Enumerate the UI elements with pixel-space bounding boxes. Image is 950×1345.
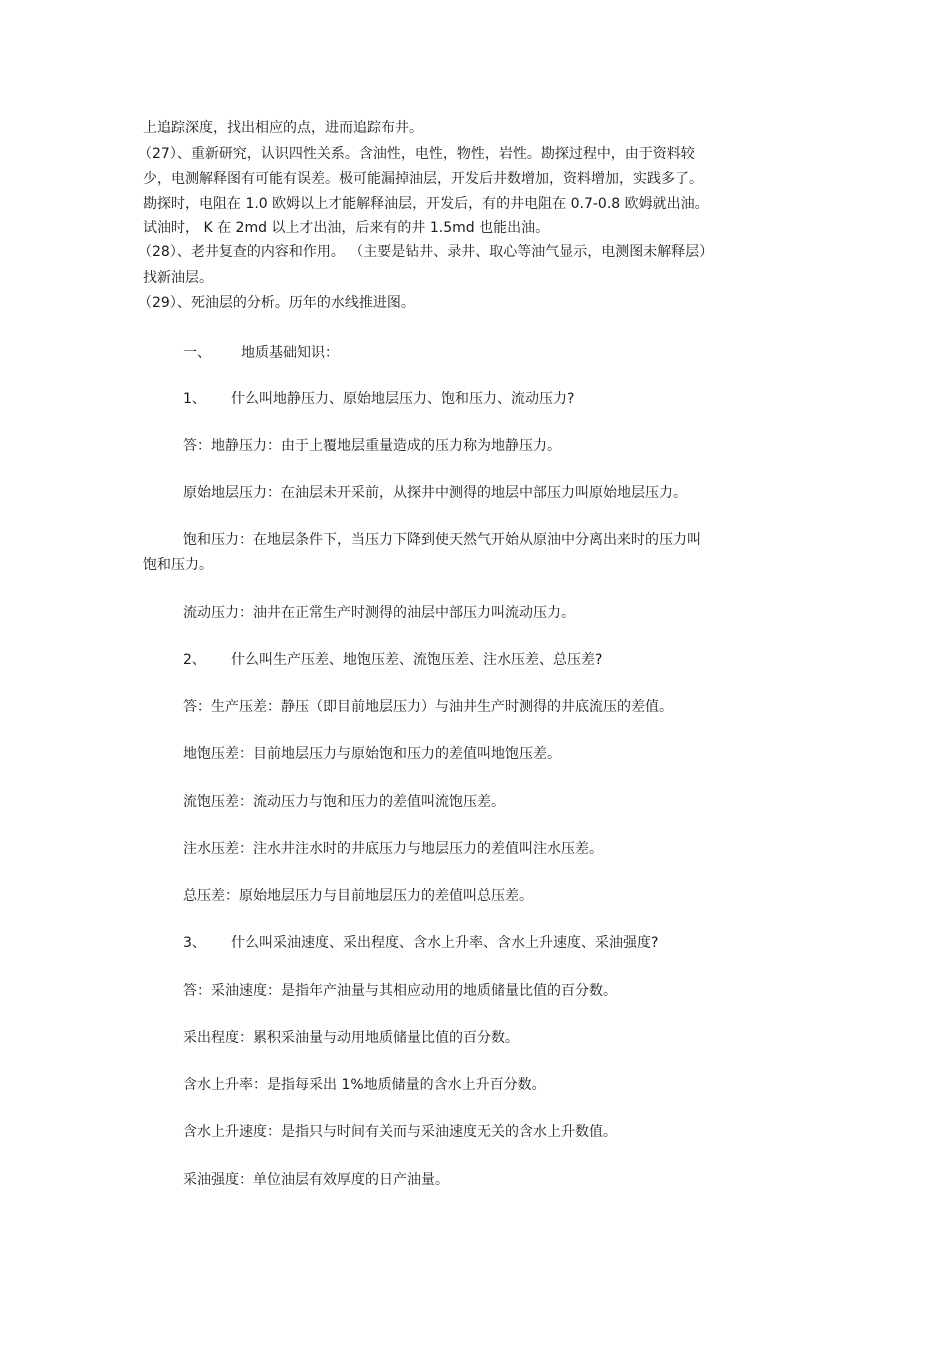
answer-line: 地饱压差：目前地层压力与原始饱和压力的差值叫地饱压差。 [183,746,561,762]
section-heading [183,344,339,362]
question-number: 3、 [183,935,206,951]
answer-line: 采出程度：累积采油量与动用地质储量比值的百分数。 [183,1030,519,1046]
question-heading [183,390,575,408]
answer-line: 含水上升率：是指每采出 1%地质储量的含水上升百分数。 [183,1077,546,1093]
answer-line: 答：采油速度：是指年产油量与其相应动用的地质储量比值的百分数。 [183,983,617,999]
answer-line: 流饱压差：流动压力与饱和压力的差值叫流饱压差。 [183,794,505,810]
paragraph-line: 找新油层。 [143,270,213,286]
paragraph-line: 少，电测解释图有可能有误差。极可能漏掉油层，开发后井数增加，资料增加，实践多了。 [143,171,703,187]
question-title: 什么叫采油速度、采出程度、含水上升率、含水上升速度、采油强度? [231,935,659,951]
question-title: 什么叫地静压力、原始地层压力、饱和压力、流动压力? [231,391,575,407]
answer-line: 采油强度：单位油层有效厚度的日产油量。 [183,1172,449,1188]
question-title: 什么叫生产压差、地饱压差、流饱压差、注水压差、总压差? [231,652,603,668]
answer-line: 答：地静压力：由于上覆地层重量造成的压力称为地静压力。 [183,438,561,454]
answer-line: 饱和压力。 [143,557,213,573]
question-heading [183,651,603,669]
answer-line: 注水压差：注水井注水时的井底压力与地层压力的差值叫注水压差。 [183,841,603,857]
paragraph-line: 试油时， K 在 2md 以上才出油，后来有的井 1.5md 也能出油。 [143,220,550,236]
answer-line: 总压差：原始地层压力与目前地层压力的差值叫总压差。 [183,888,533,904]
question-number: 2、 [183,652,206,668]
answer-line: 饱和压力：在地层条件下，当压力下降到使天然气开始从原油中分离出来时的压力叫 [183,532,701,548]
paragraph-line: 勘探时，电阻在 1.0 欧姆以上才能解释油层，开发后，有的井电阻在 0.7-0.8 欧姆就出油。 [143,196,709,212]
item-28-line: （28）、老井复查的内容和作用。 （主要是钻井、录井、取心等油气显示，电测图未解释层） [138,244,714,260]
section-title: 地质基础知识： [241,345,339,361]
question-heading [183,934,659,952]
answer-line: 流动压力：油井在正常生产时测得的油层中部压力叫流动压力。 [183,605,575,621]
paragraph-line: 上追踪深度，找出相应的点，进而追踪布井。 [143,120,423,136]
answer-line: 原始地层压力：在油层未开采前，从探井中测得的地层中部压力叫原始地层压力。 [183,485,687,501]
section-number: 一、 [183,345,211,361]
question-number: 1、 [183,391,206,407]
item-27-line: （27）、重新研究，认识四性关系。含油性，电性，物性，岩性。勘探过程中，由于资料较 [138,146,695,162]
item-29-line: （29）、死油层的分析。历年的水线推进图。 [138,295,415,311]
answer-line: 答：生产压差：静压（即目前地层压力）与油井生产时测得的井底流压的差值。 [183,699,673,715]
answer-line: 含水上升速度：是指只与时间有关而与采油速度无关的含水上升数值。 [183,1124,617,1140]
